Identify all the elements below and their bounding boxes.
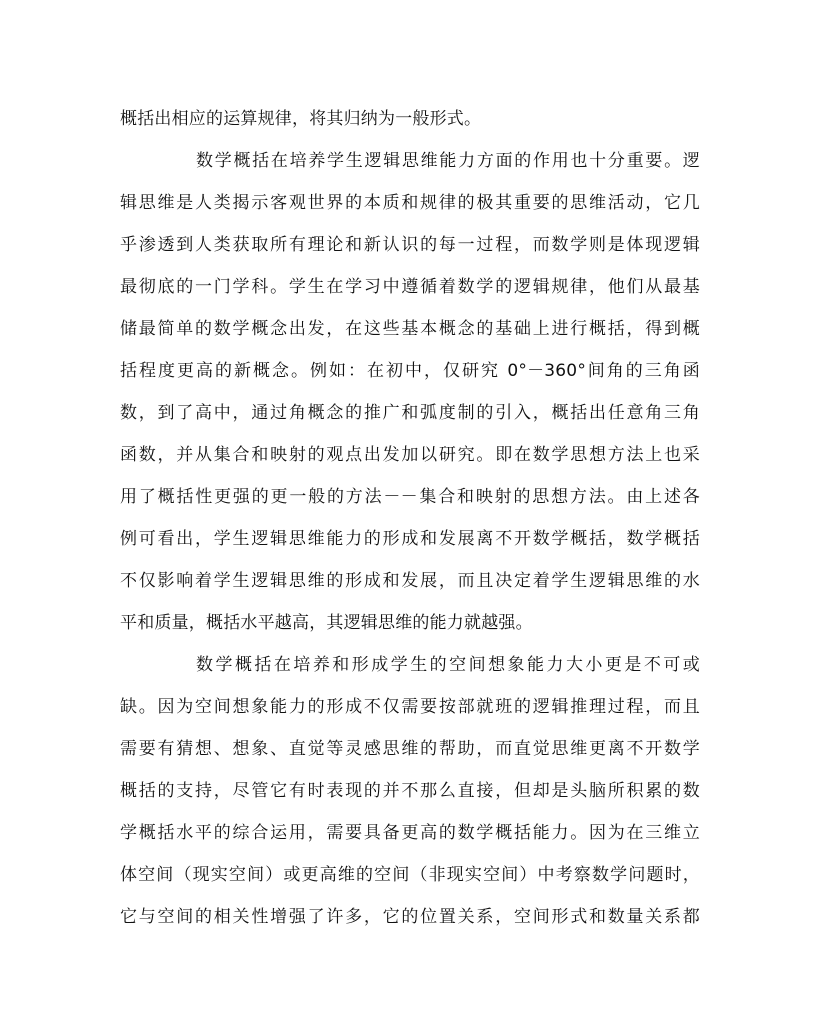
- text-line: 不仅影响着学生逻辑思维的形成和发展，而且决定着学生逻辑思维的水: [120, 571, 700, 591]
- text-line: 例可看出，学生逻辑思维能力的形成和发展离不开数学概括，数学概括: [120, 529, 700, 549]
- text-line: 数，到了高中，通过角概念的推广和弧度制的引入，概括出任意角三角: [120, 403, 700, 423]
- paragraph-first-line: 数学概括在培养学生逻辑思维能力方面的作用也十分重要。逻: [196, 151, 700, 171]
- text-line: 需要有猜想、想象、直觉等灵感思维的帮助，而直觉思维更离不开数学: [120, 739, 700, 759]
- text-line: 用了概括性更强的更一般的方法－－集合和映射的思想方法。由上述各: [120, 487, 700, 507]
- text-line: 储最简单的数学概念出发，在这些基本概念的基础上进行概括，得到概: [120, 319, 700, 339]
- text-line: 平和质量，概括水平越高，其逻辑思维的能力就越强。: [120, 613, 533, 633]
- text-line: 缺。因为空间想象能力的形成不仅需要按部就班的逻辑推理过程，而且: [120, 697, 700, 717]
- text-line: 函数，并从集合和映射的观点出发加以研究。即在数学思想方法上也采: [120, 445, 700, 465]
- text-line: 辑思维是人类揭示客观世界的本质和规律的极其重要的思维活动，它几: [120, 193, 700, 213]
- text-line: 括程度更高的新概念。例如：在初中，仅研究 0°－360°间角的三角函: [120, 361, 700, 381]
- text-line: 体空间（现实空间）或更高维的空间（非现实空间）中考察数学问题时，: [120, 865, 700, 885]
- text-line: 概括的支持，尽管它有时表现的并不那么直接，但却是头脑所积累的数: [120, 781, 700, 801]
- text-line: 它与空间的相关性增强了许多，它的位置关系，空间形式和数量关系都: [120, 907, 700, 927]
- text-line: 最彻底的一门学科。学生在学习中遵循着数学的逻辑规律，他们从最基: [120, 277, 700, 297]
- text-line: 乎渗透到人类获取所有理论和新认识的每一过程，而数学则是体现逻辑: [120, 235, 700, 255]
- paragraph-first-line: 数学概括在培养和形成学生的空间想象能力大小更是不可或: [196, 655, 700, 675]
- text-line: 概括出相应的运算规律，将其归纳为一般形式。: [120, 109, 482, 129]
- text-line: 学概括水平的综合运用，需要具备更高的数学概括能力。因为在三维立: [120, 823, 700, 843]
